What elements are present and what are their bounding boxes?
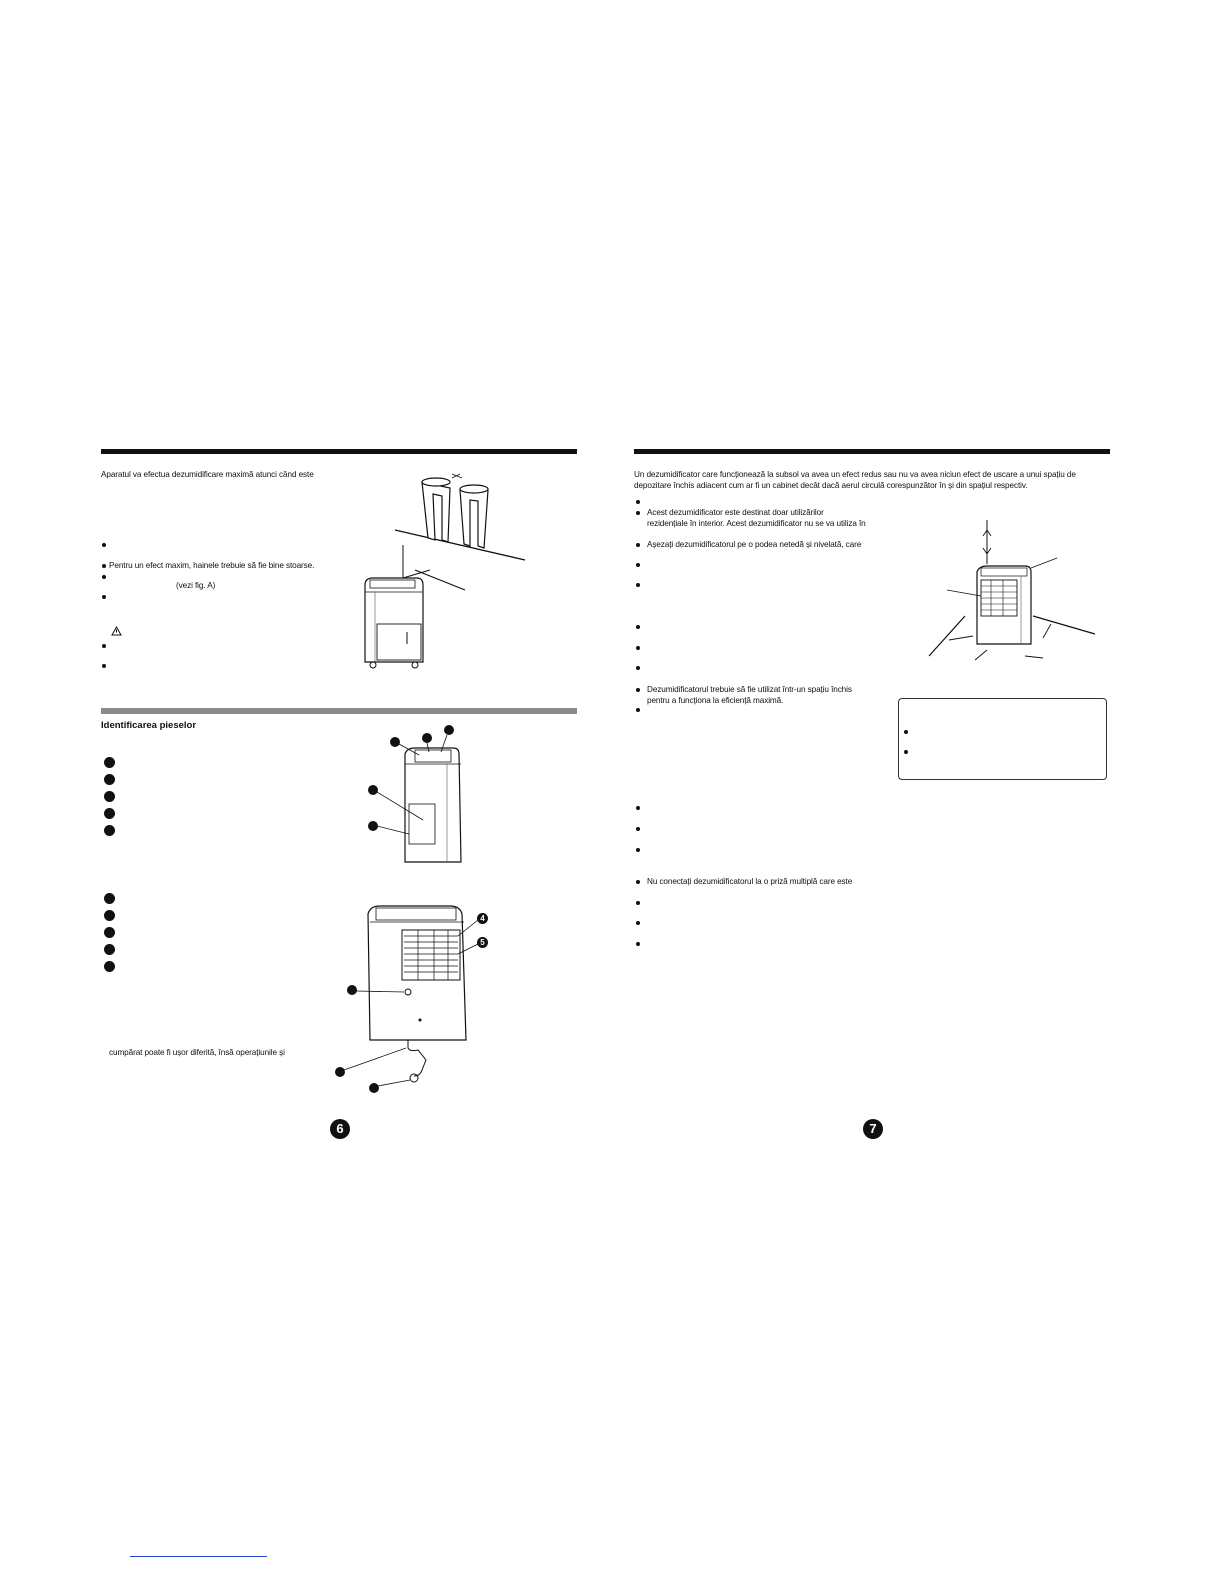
bullet-power-strip: Nu conectați dezumidificatorul la o priză multiplă care este [647, 877, 853, 886]
bullet-dot [636, 827, 640, 831]
bullet-dot [636, 583, 640, 587]
bullet-dot [636, 666, 640, 670]
link-underline [130, 1556, 267, 1557]
dehumidifier-rear-view [365, 722, 475, 872]
fig-reference: (vezi fig. A) [176, 581, 216, 590]
bullet-level-floor: Așezați dezumidificatorul pe o podea netedă și nivelată, care [647, 540, 862, 549]
list-number-badge [104, 961, 115, 972]
bullet-dot [636, 942, 640, 946]
bullet-dot [636, 848, 640, 852]
left-section-rule [101, 708, 577, 714]
bullet-dot [636, 563, 640, 567]
page-number-right: 7 [863, 1119, 883, 1139]
bullet-dot [636, 625, 640, 629]
bullet-residential-line2: rezidențiale în interior. Acest dezumidificator nu se va utiliza în [647, 519, 866, 528]
bullet-dot [636, 901, 640, 905]
bullet-dot [636, 543, 640, 547]
list-number-badge [104, 774, 115, 785]
page-number-left: 6 [330, 1119, 350, 1139]
bullet-dot [636, 511, 640, 515]
list-number-badge [104, 910, 115, 921]
bullet-dot [102, 564, 106, 568]
bullet-dot [636, 806, 640, 810]
bullet-dot [102, 595, 106, 599]
right-top-rule [634, 449, 1110, 454]
bullet-dot [102, 575, 106, 579]
callout-5: 5 [477, 937, 488, 948]
bullet-dot [636, 646, 640, 650]
list-number-badge [104, 927, 115, 938]
left-top-rule [101, 449, 577, 454]
right-intro-line2: depozitare închis adiacent cum ar fi un cabinet decât dacă aerul circulă corespunzător în și din spațiul respectiv. [634, 481, 1028, 490]
bullet-closed-space-line2: pentru a funcționa la eficiență maximă. [647, 696, 784, 705]
bullet-closed-space-line1: Dezumidificatorul trebuie să fie utilizat într-un spațiu închis [647, 685, 852, 694]
bullet-dot [636, 500, 640, 504]
list-number-badge [104, 757, 115, 768]
list-number-badge [104, 825, 115, 836]
bullet-dot [904, 750, 908, 754]
bullet-dot [904, 730, 908, 734]
section-heading: Identificarea pieselor [101, 720, 197, 731]
bullet-dot [102, 664, 106, 668]
bullet-dot [636, 688, 640, 692]
list-number-badge [104, 944, 115, 955]
bullet-dot [636, 880, 640, 884]
right-intro-line1: Un dezumidificator care funcționează la subsol va avea un efect redus sau nu va avea niciun efect de uscare a unui spațiu de [634, 470, 1076, 479]
list-number-badge [104, 808, 115, 819]
callout-4: 4 [477, 913, 488, 924]
note-box [898, 698, 1107, 780]
list-number-badge [104, 893, 115, 904]
bullet-dot [102, 644, 106, 648]
dehumidifier-fig-a [355, 540, 470, 675]
bullet-residential-line1: Acest dezumidificator este destinat doar utilizărilor [647, 508, 824, 517]
bullet-dot [102, 543, 106, 547]
bullet-dot [636, 921, 640, 925]
model-note-text: cumpărat poate fi ușor diferită, însă operațiunile și [109, 1048, 285, 1057]
bullet-text-clothes: Pentru un efect maxim, hainele trebuie să fie bine stoarse. [109, 561, 315, 570]
clearance-illustration [925, 520, 1100, 660]
left-intro-text: Aparatul va efectua dezumidificare maximă atunci când este [101, 470, 314, 479]
dehumidifier-front-view [330, 900, 500, 1100]
warning-icon [112, 627, 121, 635]
bullet-dot [636, 708, 640, 712]
list-number-badge [104, 791, 115, 802]
